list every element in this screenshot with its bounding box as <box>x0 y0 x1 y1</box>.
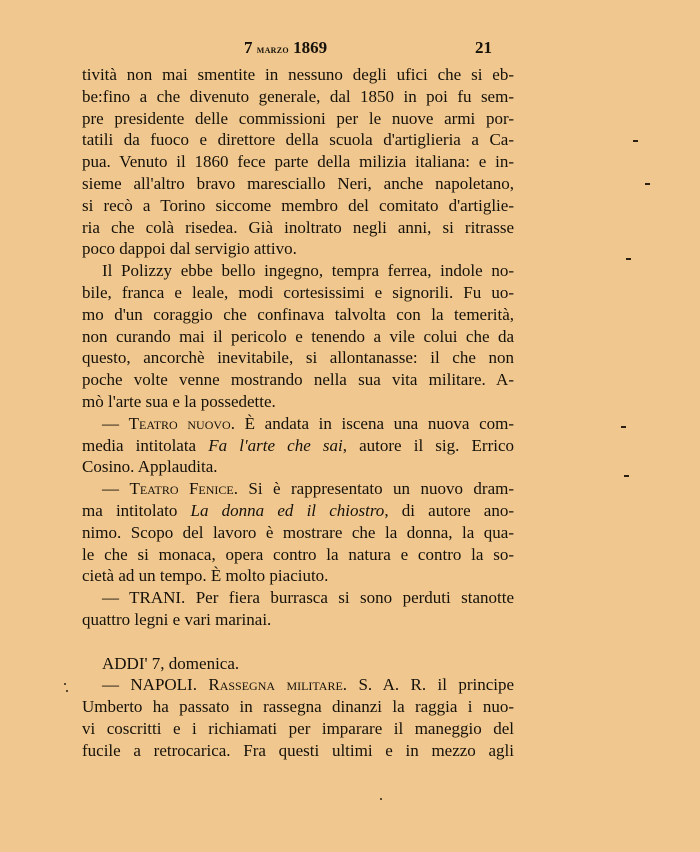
section-heading: NAPOLI. <box>130 675 197 695</box>
text-fragment: Si è rappresentato un nuovo dram- <box>237 479 515 499</box>
text-line: non curando mai il pericolo e tenendo a vile colui che da <box>82 326 514 346</box>
em-dash: — <box>102 413 119 433</box>
header-date <box>244 38 327 58</box>
play-title: La donna ed il chiostro <box>190 500 385 520</box>
text-line: tività non mai smentite in nessuno degli ufici che si eb- <box>82 65 514 84</box>
text-fragment: S. A. R. il principe <box>347 675 515 695</box>
blank-line <box>82 631 514 653</box>
napoli-line <box>82 674 514 696</box>
text-line: poco dappoi dal servigio attivo. <box>82 239 297 259</box>
text-line: le che si monaca, opera contro la natura e contro la so- <box>82 544 514 564</box>
play-title: Fa l'arte che sai <box>208 435 343 455</box>
text-line: questo, ancorchè inevitabile, si allontanasse: il che non <box>82 348 514 368</box>
margin-speck <box>626 258 631 260</box>
text-line: cietà ad un tempo. È molto piaciuto. <box>82 566 329 586</box>
teatro-fenice-line <box>82 500 514 522</box>
text-line: mo d'un coraggio che confinava talvolta con la temerità, <box>82 304 514 324</box>
text-line: ria che colà risedea. Già inoltrato negli anni, si ritrasse <box>82 217 514 237</box>
text-line: sieme all'altro bravo maresciallo Neri, anche napoletano, <box>82 173 514 193</box>
text-line: vi coscritti e i richiamati per imparare il maneggio del <box>82 718 514 738</box>
teatro-nuovo-line <box>82 435 514 457</box>
text-line: pua. Venuto il 1860 fece parte della milizia italiana: e in- <box>82 152 514 172</box>
em-dash: — <box>102 675 119 695</box>
text-fragment: media intitolata <box>82 435 209 455</box>
text-line: quattro legni e vari marinai. <box>82 609 272 629</box>
header-month: marzo <box>256 42 289 56</box>
text-line: Umberto ha passato in rassegna dinanzi la raggia i nuo- <box>82 697 514 717</box>
body-text <box>82 64 514 762</box>
text-fragment: ma intitolato <box>82 500 191 520</box>
text-line: fucile a retrocarica. Fra questi ultimi e in mezzo agli <box>82 740 514 760</box>
page-number: 21 <box>475 38 492 57</box>
margin-speck <box>624 475 629 477</box>
section-heading: Teatro Fenice. <box>129 479 238 499</box>
date-entry: ADDI' 7, domenica. <box>102 653 240 673</box>
em-dash: — <box>102 479 119 499</box>
text-line: nimo. Scopo del lavoro è mostrare che la donna, la qua- <box>82 522 514 542</box>
teatro-fenice-line <box>82 478 514 500</box>
text-line: tatili da fuoco e direttore della scuola d'artiglieria a Ca- <box>82 130 514 150</box>
text-fragment: Per fiera burrasca si sono perduti stanotte <box>185 588 514 608</box>
text-line: bile, franca e leale, modi cortesissimi e signorili. Fu uo- <box>82 282 514 302</box>
header-day: 7 <box>244 38 253 57</box>
margin-dot <box>380 798 382 800</box>
margin-speck <box>621 426 626 428</box>
text-line: poche volte venne mostrando nella sua vita militare. A- <box>82 370 514 390</box>
section-subheading: Rassegna militare. <box>208 675 348 695</box>
text-line: si recò a Torino siccome membro del comitato d'artiglie- <box>82 195 514 215</box>
section-heading: TRANI. <box>129 588 186 608</box>
teatro-nuovo-line <box>82 413 514 435</box>
margin-dot <box>66 690 68 692</box>
text-fragment: È andata in iscena una nuova com- <box>234 413 514 433</box>
header-year: 1869 <box>293 38 328 57</box>
text-line: be:fino a che divenuto generale, dal 1850 in poi fu sem- <box>82 86 514 106</box>
teatro-nuovo-line: Cosino. Applaudita. <box>82 457 218 477</box>
section-heading: Teatro nuovo. <box>128 413 235 433</box>
margin-speck <box>645 183 650 185</box>
text-line: pre presidente delle commissioni per le nuove armi por- <box>82 108 514 128</box>
trani-line <box>82 587 514 609</box>
text-fragment: , autore il sig. Errico <box>342 435 514 455</box>
text-line: Il Polizzy ebbe bello ingegno, tempra ferrea, indole no- <box>102 261 514 281</box>
margin-dot <box>64 683 66 685</box>
text-line: mò l'arte sua e la possedette. <box>82 391 276 411</box>
running-header <box>82 36 490 60</box>
margin-speck <box>633 140 638 142</box>
em-dash: — <box>102 588 119 608</box>
text-fragment: , di autore ano- <box>384 500 515 520</box>
